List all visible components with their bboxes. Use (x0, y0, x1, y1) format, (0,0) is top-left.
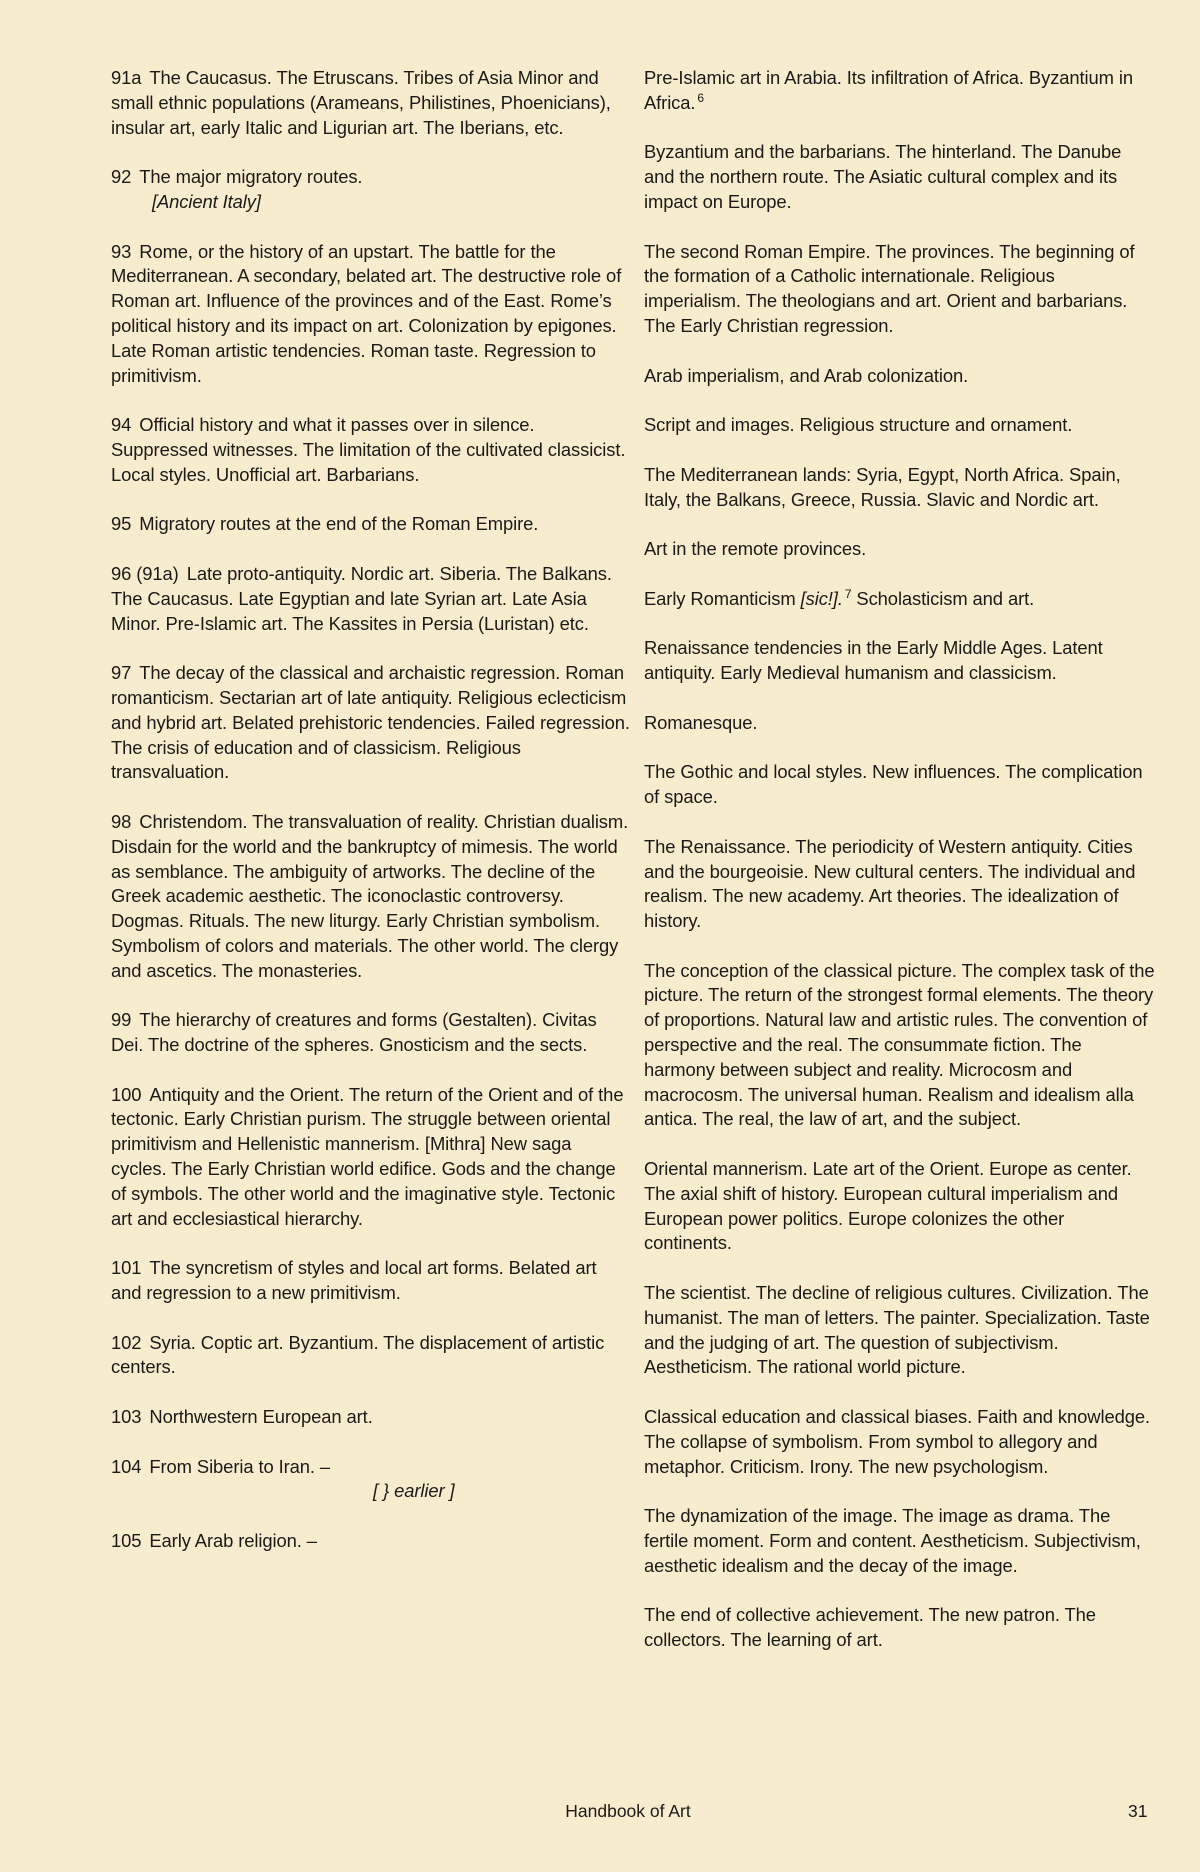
entry-102 (111, 1331, 631, 1381)
entry-96 (111, 562, 631, 636)
footnote-marker: 7 (844, 586, 852, 601)
entry-renaissance-tendencies (644, 636, 1156, 686)
entry-number: 96 (91a) (111, 562, 179, 584)
entry-early-romanticism (644, 587, 1156, 612)
entry-gothic (644, 760, 1156, 810)
entry-number: 99 (111, 1009, 132, 1031)
entry-text: Romanesque. (644, 711, 758, 733)
entry-text: The conception of the classical picture. The complex task of the picture. The return of the strongest formal elements. The theory of proportions. Natural law and artistic rules. The convention of perspective and the real. The consummate fiction. The harmony between subject and reality. Microcosm and macrocosm. The universal human. Realism and idealism alla antica. The real, the law of art, and the subject. (644, 959, 1155, 1130)
entry-91a (111, 66, 631, 140)
entry-103 (111, 1405, 631, 1430)
entry-text: The end of collective achievement. The new patron. The collectors. The learning of art. (644, 1604, 1096, 1651)
entry-text: The Mediterranean lands: Syria, Egypt, North Africa. Spain, Italy, the Balkans, Greece, Russia. Slavic and Nordic art. (644, 463, 1121, 510)
entry-text: The Renaissance. The periodicity of Western antiquity. Cities and the bourgeoisie. New cultural centers. The individual and realism. The new academy. Art theories. The idealization of history. (644, 835, 1136, 932)
entry-text: Pre-Islamic art in Arabia. Its infiltration of Africa. Byzantium in Africa. (644, 67, 1134, 113)
entry-text: Byzantium and the barbarians. The hinterland. The Danube and the northern route. The Asiatic cultural complex and its impact on Europe. (644, 141, 1122, 212)
entry-pre-islamic-art (644, 66, 1156, 116)
entry-script-and-images (644, 413, 1156, 438)
entry-remote-provinces (644, 537, 1156, 562)
entry-number: 100 (111, 1083, 142, 1105)
entry-note: [ } earlier ] (373, 1480, 455, 1502)
entry-second-roman-empire (644, 240, 1156, 339)
entry-text: Classical education and classical biases. Faith and knowledge. The collapse of symbolism. From symbol to allegory and metaphor. Criticism. Irony. The new psychologism. (644, 1406, 1150, 1477)
entry-dynamization-image (644, 1504, 1156, 1578)
entry-arab-imperialism (644, 364, 1156, 389)
entry-text: Oriental mannerism. Late art of the Orient. Europe as center. The axial shift of history. European cultural imperialism and European power politics. Europe colonizes the other continents. (644, 1158, 1132, 1254)
entry-number: 93 (111, 240, 132, 262)
footnote-marker: 6 (697, 90, 704, 105)
entry-italic-note: [sic!]. (800, 587, 843, 609)
entry-the-scientist (644, 1281, 1156, 1380)
entry-text: Early Arab religion. – (149, 1530, 317, 1552)
entry-number: 98 (111, 810, 132, 832)
entry-99 (111, 1008, 631, 1058)
entry-100 (111, 1083, 631, 1232)
entry-97 (111, 661, 631, 785)
entry-101 (111, 1256, 631, 1306)
entry-text: Script and images. Religious structure and ornament. (644, 414, 1073, 436)
entry-classical-education (644, 1405, 1156, 1479)
right-column (644, 66, 1156, 1678)
entry-number: 97 (111, 662, 132, 684)
entry-text: Early Romanticism (644, 587, 796, 609)
entry-text: The Caucasus. The Etruscans. Tribes of Asia Minor and small ethnic populations (Arameans, Philistines, Phoenicians), insular art, early Italic and Ligurian art. The Iberians, etc. (111, 67, 611, 138)
entry-text: Antiquity and the Orient. The return of the Orient and of the tectonic. Early Christian purism. The struggle between oriental primitivism and Hellenistic mannerism. [Mithra] New saga cycles. The Early Christian world edifice. Gods and the change of symbols. The other world and the imaginative style. Tectonic art and ecclesiastical hierarchy. (111, 1083, 624, 1229)
entry-105 (111, 1529, 631, 1554)
entry-text: Christendom. The transvaluation of reality. Christian dualism. Disdain for the world and the bankruptcy of mimesis. The world as semblance. The ambiguity of artworks. The decline of the Greek academic aesthetic. The iconoclastic controversy. Dogmas. Rituals. The new liturgy. Early Christian symbolism. Symbolism of colors and materials. The other world. The clergy and ascetics. The monasteries. (111, 810, 629, 981)
entry-text: Official history and what it passes over in silence. Suppressed witnesses. The limitation of the cultivated classicist. Local styles. Unofficial art. Barbarians. (111, 414, 626, 485)
entry-text: Northwestern European art. (149, 1406, 373, 1428)
entry-number: 92 (111, 166, 132, 188)
entry-text: The major migratory routes. (139, 166, 363, 188)
entry-note: [Ancient Italy] (152, 190, 261, 212)
entry-93 (111, 240, 631, 389)
entry-number: 105 (111, 1530, 142, 1552)
entry-text: The hierarchy of creatures and forms (Gestalten). Civitas Dei. The doctrine of the spheres. Gnosticism and the sects. (111, 1009, 597, 1056)
entry-byzantium-barbarians (644, 140, 1156, 214)
entry-text: Late proto-antiquity. Nordic art. Siberia. The Balkans. The Caucasus. Late Egyptian and late Syrian art. Late Asia Minor. Pre-Islamic art. The Kassites in Persia (Luristan) etc. (111, 562, 612, 634)
entry-classical-picture (644, 959, 1156, 1133)
entry-98 (111, 810, 631, 984)
entry-collective-achievement (644, 1603, 1156, 1653)
entry-104 (111, 1455, 631, 1505)
entry-number: 103 (111, 1406, 142, 1428)
entry-text-after: Scholasticism and art. (856, 587, 1035, 609)
entry-text: The syncretism of styles and local art forms. Belated art and regression to a new primitivism. (111, 1257, 597, 1304)
entry-text: Art in the remote provinces. (644, 538, 867, 560)
entry-text: The dynamization of the image. The image as drama. The fertile moment. Form and content. Aestheticism. Subjectivism, aesthetic idealism and the decay of the image. (644, 1505, 1141, 1576)
entry-number: 91a (111, 67, 142, 88)
entry-text: Renaissance tendencies in the Early Middle Ages. Latent antiquity. Early Medieval humanism and classicism. (644, 637, 1103, 684)
entry-text: The Gothic and local styles. New influences. The complication of space. (644, 761, 1143, 808)
entry-renaissance (644, 835, 1156, 934)
entry-oriental-mannerism (644, 1157, 1156, 1256)
entry-text: The second Roman Empire. The provinces. The beginning of the formation of a Catholic internationale. Religious imperialism. The theologians and art. Orient and barbarians. The Early Christian regression. (644, 240, 1135, 336)
entry-text: The decay of the classical and archaistic regression. Roman romanticism. Sectarian art of late antiquity. Religious eclecticism and hybrid art. Belated prehistoric tendencies. Failed regression. The crisis of education and of classicism. Religious transvaluation. (111, 662, 630, 783)
entry-number: 102 (111, 1331, 142, 1353)
entry-92 (111, 165, 631, 215)
entry-94 (111, 413, 631, 487)
entry-mediterranean-lands (644, 463, 1156, 513)
entry-text: Rome, or the history of an upstart. The battle for the Mediterranean. A secondary, belated art. The destructive role of Roman art. Influence of the provinces and of the East. Rome’s political history and its impact on art. Colonization by epigones. Late Roman artistic tendencies. Roman taste. Regression to primitivism. (111, 240, 622, 386)
entry-number: 94 (111, 414, 132, 436)
entry-text: The scientist. The decline of religious cultures. Civilization. The humanist. The man of letters. The painter. Specialization. Taste and the judging of art. The question of subjectivism. Aestheticism. The rational world picture. (644, 1282, 1150, 1378)
page-number: 31 (1128, 1801, 1148, 1821)
entry-number: 101 (111, 1257, 142, 1279)
entry-text: Arab imperialism, and Arab colonization. (644, 364, 969, 386)
entry-text: Syria. Coptic art. Byzantium. The displacement of artistic centers. (111, 1331, 605, 1378)
running-title: Handbook of Art (565, 1801, 691, 1821)
entry-text: Migratory routes at the end of the Roman Empire. (139, 513, 539, 535)
entry-romanesque (644, 711, 1156, 736)
entry-95 (111, 512, 631, 537)
left-column (111, 66, 631, 1579)
entry-number: 104 (111, 1455, 142, 1477)
entry-number: 95 (111, 513, 132, 535)
entry-text: From Siberia to Iran. – (149, 1455, 331, 1477)
